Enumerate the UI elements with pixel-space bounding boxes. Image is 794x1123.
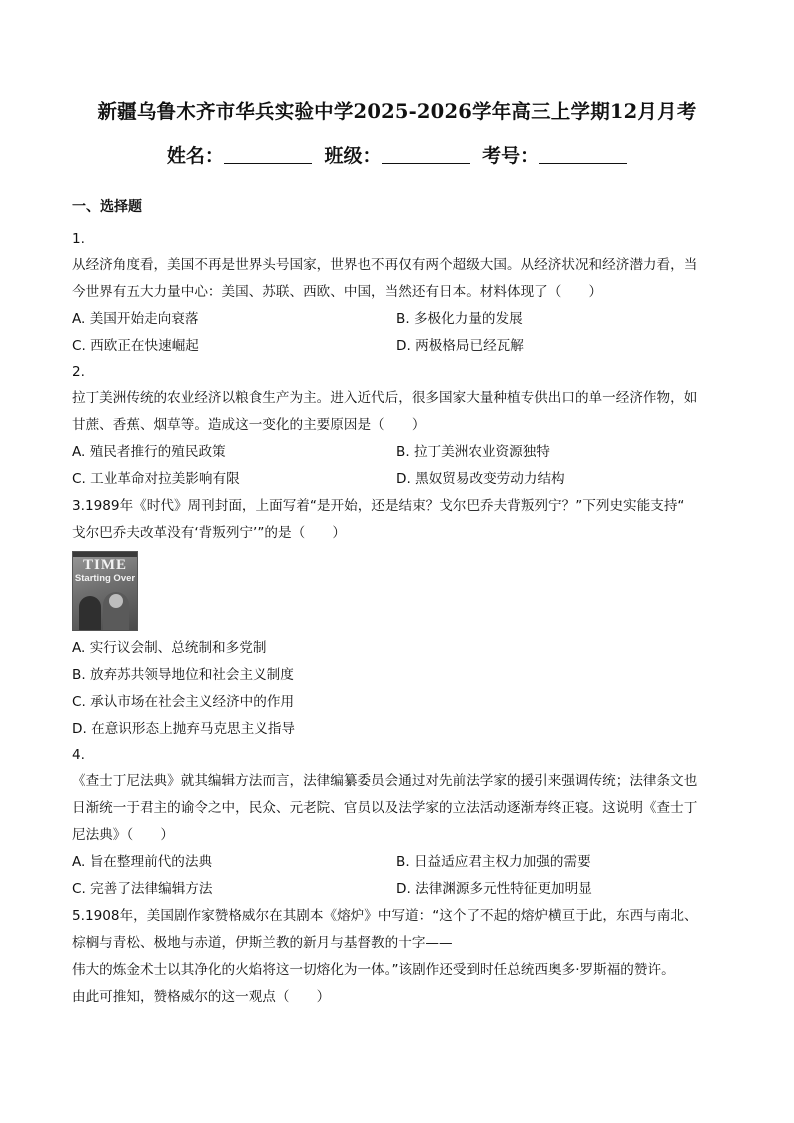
question-number: 5. [72, 908, 85, 924]
option-d[interactable]: D. 法律渊源多元性特征更加明显 [396, 881, 592, 897]
name-blank[interactable] [224, 145, 312, 164]
question-text: 由此可推知，赞格威尔的这一观点（ ） [72, 989, 331, 1005]
question-text-first-line: 1908年，美国剧作家赞格威尔在其剧本《熔炉》中写道：“这个了不起的熔炉横亘于此，东西与南北、 [84, 908, 698, 924]
section-heading: 一、选择题 [72, 199, 142, 215]
option-b[interactable]: B. 日益适应君主权力加强的需要 [396, 854, 591, 870]
exam-title: 新疆乌鲁木齐市华兵实验中学2025-2026学年高三上学期12月月考 [97, 100, 697, 123]
option-d[interactable]: D. 在意识形态上抛弃马克思主义指导 [72, 721, 296, 737]
option-c[interactable]: C. 完善了法律编辑方法 [72, 881, 213, 897]
class-blank[interactable] [382, 145, 470, 164]
question-number: 3. [72, 498, 85, 514]
question-number: 1. [72, 231, 85, 247]
question-number: 2. [72, 364, 85, 380]
id-label: 考号： [482, 145, 540, 167]
option-d[interactable]: D. 黑奴贸易改变劳动力结构 [396, 471, 565, 487]
question-text: 今世界有五大力量中心：美国、苏联、西欧、中国，当然还有日本。材料体现了（ ） [72, 284, 603, 300]
option-b[interactable]: B. 拉丁美洲农业资源独特 [396, 444, 550, 460]
question-text: 拉丁美洲传统的农业经济以粮食生产为主。进入近代后，很多国家大量种植专供出口的单一经济作物，如 [72, 390, 698, 406]
question-number: 4. [72, 747, 85, 763]
question-text: 尼法典》（ ） [72, 827, 174, 843]
option-b[interactable]: B. 多极化力量的发展 [396, 311, 523, 327]
option-a[interactable]: A. 美国开始走向衰落 [72, 311, 199, 327]
question-text [72, 496, 684, 516]
cover-headline: Starting Over [74, 573, 136, 584]
option-b[interactable]: B. 放弃苏共领导地位和社会主义制度 [72, 667, 294, 683]
class-label: 班级： [324, 145, 382, 167]
question-text: 戈尔巴乔夫改革没有‘背叛列宁’”的是（ ） [72, 525, 346, 541]
question-text: 从经济角度看，美国不再是世界头号国家，世界也不再仅有两个超级大国。从经济状况和经济潜力看，当 [72, 257, 698, 273]
question-text: 棕榈与青松、极地与赤道，伊斯兰教的新月与基督教的十字—— [72, 935, 453, 951]
question-text: 《查士丁尼法典》就其编辑方法而言，法律编纂委员会通过对先前法学家的援引来强调传统；法律条文也 [72, 773, 698, 789]
id-blank[interactable] [539, 145, 627, 164]
option-d[interactable]: D. 两极格局已经瓦解 [396, 338, 524, 354]
option-a[interactable]: A. 实行议会制、总统制和多党制 [72, 640, 267, 656]
name-label: 姓名： [166, 145, 224, 167]
question-text [72, 906, 698, 926]
option-a[interactable]: A. 殖民者推行的殖民政策 [72, 444, 226, 460]
option-c[interactable]: C. 工业革命对拉美影响有限 [72, 471, 240, 487]
student-info [0, 141, 794, 168]
question-text: 日渐统一于君主的谕令之中，民众、元老院、官员以及法学家的立法活动逐渐寿终正寝。这说明《查士丁 [72, 800, 698, 816]
option-a[interactable]: A. 旨在整理前代的法典 [72, 854, 213, 870]
question-text: 甘蔗、香蕉、烟草等。造成这一变化的主要原因是（ ） [72, 417, 426, 433]
question-text-first-line: 1989年《时代》周刊封面，上面写着“是开始，还是结束？戈尔巴乔夫背叛列宁？”下列史实能支持“ [84, 498, 685, 514]
option-c[interactable]: C. 西欧正在快速崛起 [72, 338, 199, 354]
option-c[interactable]: C. 承认市场在社会主义经济中的作用 [72, 694, 295, 710]
cover-masthead: TIME [82, 557, 127, 573]
question-text: 伟大的炼金术士以其净化的火焰将这一切熔化为一体。”该剧作还受到时任总统西奥多·罗斯福的赞许。 [72, 962, 675, 978]
time-magazine-cover-image [72, 551, 138, 631]
